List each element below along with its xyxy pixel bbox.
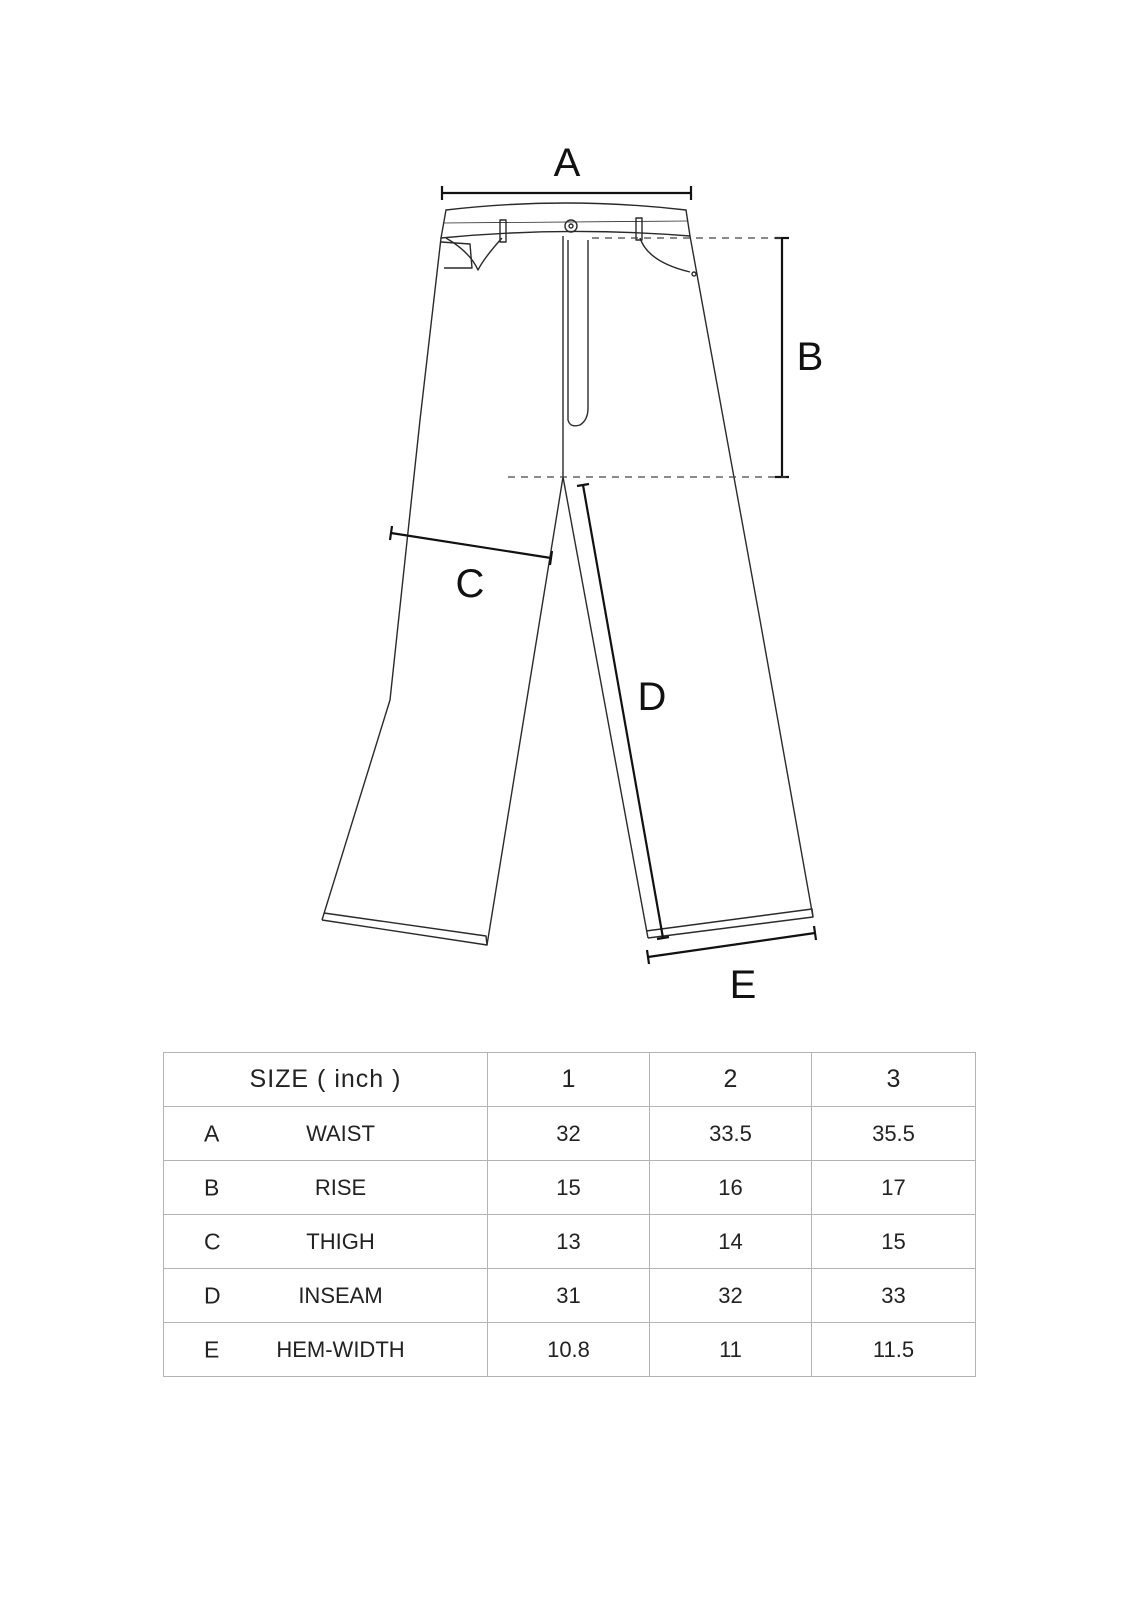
table-cell: 16 xyxy=(650,1161,812,1215)
measurement-code: A xyxy=(204,1120,220,1146)
dim-c-line xyxy=(391,533,551,558)
table-cell: 33 xyxy=(812,1269,976,1323)
table-cell: 33.5 xyxy=(650,1107,812,1161)
table-row xyxy=(164,1107,976,1161)
measurement-cell xyxy=(164,1215,488,1269)
measurement-name: THIGH xyxy=(306,1228,375,1254)
measurement-name: WAIST xyxy=(306,1120,375,1146)
table-cell: 32 xyxy=(488,1107,650,1161)
table-row xyxy=(164,1161,976,1215)
measurement-name: HEM-WIDTH xyxy=(276,1336,405,1362)
measurement-code: C xyxy=(204,1228,221,1254)
dim-d-tick-top xyxy=(577,484,589,486)
left-leg-hem xyxy=(322,913,487,945)
table-cell: 13 xyxy=(488,1215,650,1269)
table-cell: 11 xyxy=(650,1323,812,1377)
fly-stitch xyxy=(568,240,588,426)
table-cell: 15 xyxy=(488,1161,650,1215)
table-cell: 31 xyxy=(488,1269,650,1323)
measurement-code: B xyxy=(204,1174,220,1200)
size-column-2: 2 xyxy=(650,1053,812,1107)
left-front-pocket xyxy=(446,238,502,270)
button-center xyxy=(569,224,573,228)
table-cell: 14 xyxy=(650,1215,812,1269)
table-cell: 35.5 xyxy=(812,1107,976,1161)
left-leg-outer-seam xyxy=(322,238,441,920)
size-header-label: SIZE ( inch ) xyxy=(164,1053,488,1107)
measurement-code: D xyxy=(204,1282,221,1308)
dim-label-e: E xyxy=(729,963,757,1007)
table-row xyxy=(164,1215,976,1269)
dim-label-d: D xyxy=(637,675,667,719)
table-row xyxy=(164,1269,976,1323)
measurement-name: INSEAM xyxy=(298,1282,383,1308)
size-column-3: 3 xyxy=(812,1053,976,1107)
table-cell: 32 xyxy=(650,1269,812,1323)
table-cell: 15 xyxy=(812,1215,976,1269)
dim-label-a: A xyxy=(553,141,581,185)
dim-e-line xyxy=(648,933,815,957)
table-row xyxy=(164,1323,976,1377)
table-cell: 17 xyxy=(812,1161,976,1215)
dim-label-b: B xyxy=(796,335,824,379)
measurement-cell xyxy=(164,1269,488,1323)
size-column-1: 1 xyxy=(488,1053,650,1107)
dim-e-tick-left xyxy=(647,950,649,964)
measurement-code: E xyxy=(204,1336,220,1362)
right-leg-hem xyxy=(646,909,813,938)
right-front-pocket xyxy=(640,238,690,272)
waistband xyxy=(441,203,690,238)
rise-guides xyxy=(508,238,786,477)
dim-label-c: C xyxy=(455,562,485,606)
table-cell: 10.8 xyxy=(488,1323,650,1377)
dim-e-tick-right xyxy=(814,926,816,940)
table-cell: 11.5 xyxy=(812,1323,976,1377)
right-leg-inseam xyxy=(563,477,648,938)
size-table xyxy=(163,1052,976,1377)
left-leg-inseam xyxy=(487,477,563,945)
right-leg-outer-seam xyxy=(690,236,813,917)
measurement-cell xyxy=(164,1161,488,1215)
table-header-row xyxy=(164,1053,976,1107)
pants-outline xyxy=(322,203,813,945)
measurement-cell xyxy=(164,1107,488,1161)
measurement-name: RISE xyxy=(314,1174,367,1200)
right-rivet xyxy=(692,272,696,276)
dim-c-tick-left xyxy=(390,526,392,540)
measurement-cell xyxy=(164,1323,488,1377)
